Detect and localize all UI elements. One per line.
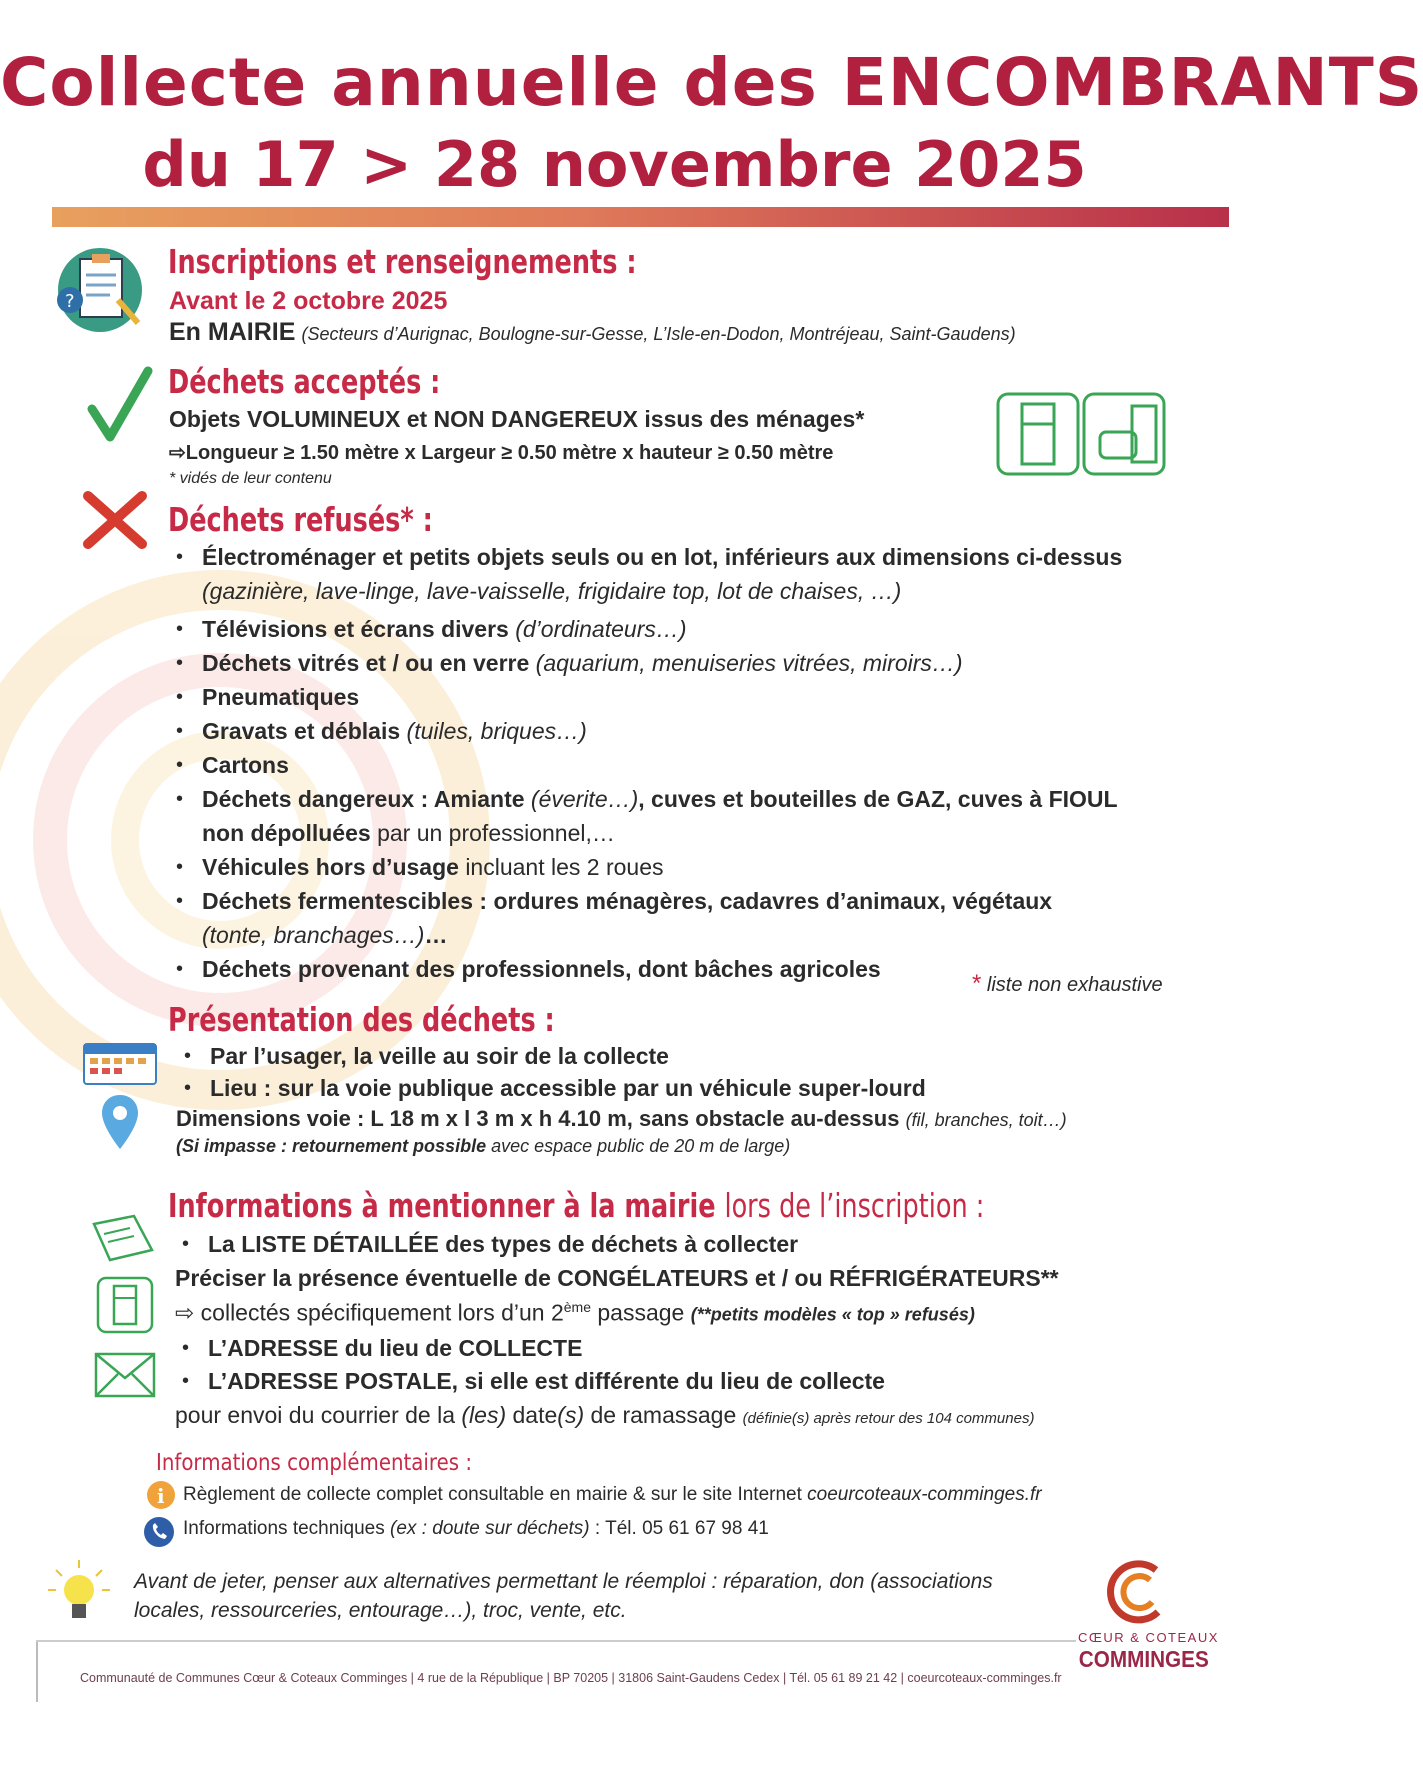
check-icon <box>88 365 152 445</box>
cross-icon <box>82 490 148 550</box>
refused-item-7-examples: (éverite…) <box>530 786 639 812</box>
arrow-right-icon: ⇨ <box>169 442 186 464</box>
registration-form-icon <box>50 245 150 335</box>
inscriptions-location <box>169 318 1016 347</box>
list-item <box>178 1332 885 1365</box>
logo-top-text: CŒUR & COTEAUX <box>1078 1630 1219 1645</box>
mention-fridges: Préciser la présence éventuelle de CONGÉLATEURS et / ou RÉFRIGÉRATEURS** <box>175 1265 1059 1291</box>
notepad-icon <box>90 1214 156 1264</box>
appliance-furniture-icons <box>996 392 1168 476</box>
rules-text: Règlement de collecte complet consultable en mairie & sur le site Internet <box>183 1484 802 1505</box>
list-item <box>172 782 1122 816</box>
postal-purpose-s: (s) <box>557 1402 585 1428</box>
tip-line-2: locales, ressourceries, entourage…), troc, vente, etc. <box>134 1599 627 1622</box>
complementary-heading: Informations complémentaires : <box>156 1450 473 1476</box>
postal-purpose-les: (les) <box>461 1402 507 1428</box>
refused-item-3: Déchets vitrés et / ou en verre <box>202 650 530 676</box>
refused-item-8: Véhicules hors d’usage <box>202 854 459 880</box>
list-item <box>178 1365 885 1398</box>
envelope-icon <box>94 1352 156 1398</box>
svg-text:?: ? <box>65 291 75 312</box>
refused-item-7-cont-rest: par un professionnel,… <box>377 820 615 846</box>
refused-item-1-examples: (gazinière, lave-linge, lave-vaisselle, frigidaire top, lot de chaises, …) <box>202 578 902 604</box>
list-item <box>172 850 1122 884</box>
accepted-note: * vidés de leur contenu <box>169 470 332 487</box>
refused-item-8-detail: incluant les 2 roues <box>465 854 664 880</box>
refused-item-5: Gravats et déblais <box>202 718 401 744</box>
accepted-dimensions <box>169 440 833 465</box>
list-item <box>172 646 1122 680</box>
road-obstacles: (fil, branches, toit…) <box>905 1110 1067 1130</box>
refused-item-9: Déchets fermentescibles : ordures ménagères, cadavres d’animaux, végétaux <box>202 888 1053 914</box>
list-item <box>172 714 1122 748</box>
impasse-detail: avec espace public de 20 m de large) <box>491 1136 791 1156</box>
second-pass-sup: ème <box>563 1299 591 1315</box>
refused-item-10: Déchets provenant des professionnels, dont bâches agricoles <box>202 956 881 982</box>
list-item <box>172 884 1122 918</box>
mention-postal-purpose <box>175 1402 1034 1429</box>
logo-bottom-text: COMMINGES <box>1078 1646 1209 1672</box>
refused-item-7: Déchets dangereux : Amiante <box>202 786 525 812</box>
refused-item-6: Cartons <box>202 752 289 778</box>
technical-phone: : Tél. 05 61 67 98 41 <box>594 1518 769 1539</box>
inscriptions-where: En MAIRIE <box>169 318 296 346</box>
postal-purpose-date: date <box>512 1402 558 1428</box>
presentation-impasse <box>176 1136 790 1157</box>
list-item <box>172 748 1122 782</box>
refused-item-5-examples: (tuiles, briques…) <box>406 718 587 744</box>
refused-item-7-more: , cuves et bouteilles de GAZ, cuves à FIOUL <box>638 786 1118 812</box>
inscriptions-sectors: (Secteurs d’Aurignac, Boulogne-sur-Gesse, L’Isle-en-Dodon, Montréjeau, Saint-Gaudens) <box>301 324 1016 344</box>
list-item <box>178 1228 798 1260</box>
calendar-icon <box>82 1040 158 1086</box>
accepted-dimensions-text: Longueur ≥ 1.50 mètre x Largeur ≥ 0.50 mètre x hauteur ≥ 0.50 mètre <box>185 442 834 464</box>
refused-item-1: Électroménager et petits objets seuls ou en lot, inférieurs aux dimensions ci-dessus <box>202 544 1123 570</box>
technical-label: Informations techniques <box>183 1518 385 1539</box>
presentation-item-1: Par l’usager, la veille au soir de la collecte <box>210 1043 669 1069</box>
second-pass-text: collectés spécifiquement lors d’un 2 <box>200 1299 564 1326</box>
refused-item-9-examples: (tonte, branchages…) <box>202 922 425 948</box>
presentation-dimensions <box>176 1106 1067 1132</box>
list-item <box>172 680 1122 714</box>
refused-item-2: Télévisions et écrans divers <box>202 616 509 642</box>
refused-list <box>172 540 1122 986</box>
impasse-rule: (Si impasse : retournement possible <box>176 1136 487 1156</box>
small-models-refused: (**petits modèles « top » refusés) <box>690 1304 975 1325</box>
website-link[interactable]: coeurcoteaux-comminges.fr <box>807 1484 1042 1505</box>
footnote-star: * <box>972 970 982 997</box>
footer-address: Communauté de Communes Cœur & Coteaux Comminges | 4 rue de la République | BP 70205 | 31806 Saint-Gaudens Cedex | Tél. 05 61 89 21 42 | coeurcoteaux-comminges.fr <box>80 1671 1062 1685</box>
refused-item-7-continued <box>172 816 1122 850</box>
postal-purpose-note: (définie(s) après retour des 104 communes) <box>742 1410 1035 1427</box>
refused-item-9-ellipsis: … <box>424 922 448 948</box>
list-item <box>172 612 1122 646</box>
mention-heading-rest: lors de l’inscription : <box>724 1186 985 1225</box>
info-icon <box>146 1480 176 1510</box>
mention-heading-bold: Informations à mentionner à la mairie <box>168 1186 716 1225</box>
refused-item-4: Pneumatiques <box>202 684 360 710</box>
mention-list-2 <box>178 1332 885 1398</box>
postal-purpose-a: pour envoi du courrier de la <box>175 1402 455 1428</box>
complementary-rules <box>183 1484 1042 1506</box>
location-pin-icon <box>100 1093 140 1151</box>
refused-item-7-cont-bold: non dépolluées <box>202 820 371 846</box>
fridge-icon <box>96 1276 154 1334</box>
mention-item-3: L’ADRESSE POSTALE, si elle est différente du lieu de collecte <box>208 1368 885 1394</box>
footer-left-rule <box>36 1642 38 1702</box>
presentation-heading: Présentation des déchets : <box>168 1000 555 1039</box>
phone-icon <box>143 1516 175 1548</box>
refused-item-2-examples: (d’ordinateurs…) <box>515 616 687 642</box>
postal-purpose-ramassage: de ramassage <box>590 1402 737 1428</box>
list-item <box>172 540 1122 574</box>
svg-text:i: i <box>157 1484 165 1508</box>
road-dimensions: Dimensions voie : L 18 m x l 3 m x h 4.10 m, sans obstacle au-dessus <box>176 1106 900 1131</box>
refused-footnote <box>972 970 1163 998</box>
footnote-text: liste non exhaustive <box>986 974 1163 996</box>
complementary-technical <box>183 1518 769 1540</box>
list-item <box>180 1072 926 1104</box>
refused-item-3-examples: (aquarium, menuiseries vitrées, miroirs…) <box>535 650 963 676</box>
accepted-description: Objets VOLUMINEUX et NON DANGEREUX issus des ménages* <box>169 406 865 432</box>
mention-list-1 <box>178 1228 798 1260</box>
comminges-logo-mark <box>1100 1556 1174 1626</box>
technical-example: (ex : doute sur déchets) <box>390 1518 590 1539</box>
inscriptions-heading: Inscriptions et renseignements : <box>168 242 637 281</box>
lightbulb-icon <box>46 1558 112 1628</box>
list-item <box>180 1040 926 1072</box>
presentation-item-2: Lieu : sur la voie publique accessible par un véhicule super-lourd <box>210 1075 926 1101</box>
presentation-list <box>180 1040 926 1104</box>
footer-divider <box>36 1640 1076 1642</box>
accepted-heading: Déchets acceptés : <box>168 362 441 401</box>
second-pass-word: passage <box>597 1299 685 1326</box>
mention-second-pass <box>175 1299 975 1327</box>
refused-item-9-continued <box>172 918 1122 952</box>
page-title: Collecte annuelle des ENCOMBRANTS <box>0 44 1423 121</box>
inscriptions-deadline: Avant le 2 octobre 2025 <box>169 287 448 315</box>
header-color-band <box>52 207 1229 227</box>
tip-line-1: Avant de jeter, penser aux alternatives permettant le réemploi : réparation, don (associations <box>134 1570 993 1593</box>
refused-heading: Déchets refusés* : <box>168 500 433 539</box>
arrow-right-icon: ⇨ <box>175 1299 195 1326</box>
mention-item-2: L’ADRESSE du lieu de COLLECTE <box>208 1335 583 1361</box>
mention-heading <box>168 1186 984 1225</box>
page-subtitle-dates: du 17 > 28 novembre 2025 <box>142 128 1087 201</box>
mention-item-1: La LISTE DÉTAILLÉE des types de déchets à collecter <box>208 1231 799 1257</box>
